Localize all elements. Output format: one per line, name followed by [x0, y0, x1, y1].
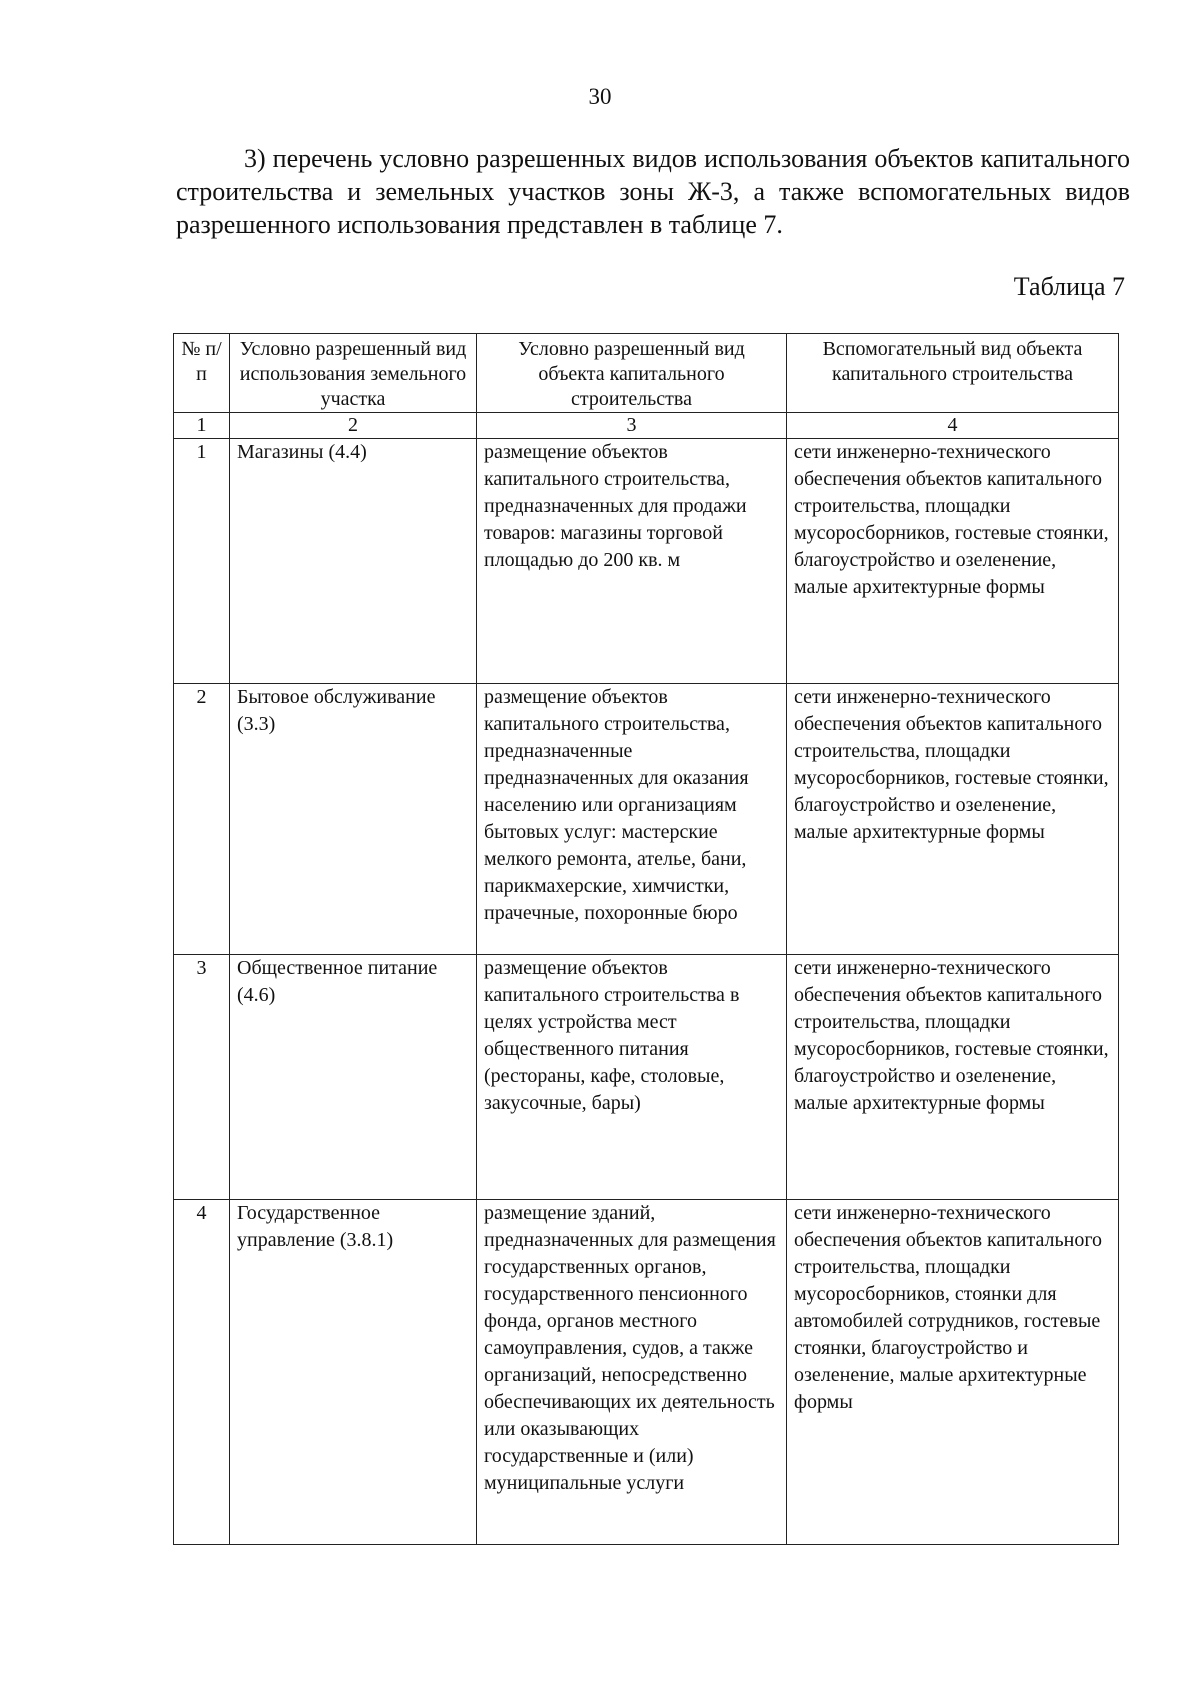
table-row [174, 1200, 1119, 1545]
row-number: 1 [174, 439, 230, 684]
table-row [174, 439, 1119, 684]
header-num: № п/п [174, 334, 230, 413]
header-auxiliary: Вспомогательный вид объекта капитального строительства [787, 334, 1119, 413]
row-number: 3 [174, 955, 230, 1200]
capital-use-cell: размещение зданий, предназначенных для размещения государственных органов, государственного пенсионного фонда, органов местного самоуправления, судов, а также организаций, непосредственно обеспечивающих их деятельность или оказывающих государственные и (или) муниципальные услуги [477, 1200, 787, 1545]
capital-use-cell: размещение объектов капитального строительства в целях устройства мест общественного питания (рестораны, кафе, столовые, закусочные, бары) [477, 955, 787, 1200]
auxiliary-cell: сети инженерно-технического обеспечения объектов капитального строительства, площадки мусоросборников, гостевые стоянки, благоустройство и озеленение, малые архитектурные формы [787, 439, 1119, 684]
page-number: 30 [588, 84, 612, 109]
capital-use-cell: размещение объектов капитального строительства, предназначенные предназначенных для оказания населению или организациям бытовых услуг: мастерские мелкого ремонта, ателье, бани, парикмахерские, химчистки, прачечные, похоронные бюро [477, 684, 787, 955]
table-header-row [174, 334, 1119, 413]
table-row [174, 684, 1119, 955]
land-use-cell: Магазины (4.4) [230, 439, 477, 684]
capital-use-cell: размещение объектов капитального строительства, предназначенных для продажи товаров: магазины торговой площадью до 200 кв. м [477, 439, 787, 684]
auxiliary-cell: сети инженерно-технического обеспечения объектов капитального строительства, площадки мусоросборников, гостевые стоянки, благоустройство и озеленение, малые архитектурные формы [787, 955, 1119, 1200]
column-number: 1 [174, 413, 230, 439]
column-number: 3 [477, 413, 787, 439]
header-capital-use: Условно разрешенный вид объекта капитального строительства [477, 334, 787, 413]
table-row [174, 955, 1119, 1200]
row-number: 4 [174, 1200, 230, 1545]
header-land-use: Условно разрешенный вид использования земельного участка [230, 334, 477, 413]
intro-paragraph: 3) перечень условно разрешенных видов использования объектов капитального строительства и земельных участков зоны Ж-3, а также вспомогательных видов разрешенного использования представлен в таблице 7. [176, 144, 1130, 239]
row-number: 2 [174, 684, 230, 955]
auxiliary-cell: сети инженерно-технического обеспечения объектов капитального строительства, площадки мусоросборников, стоянки для автомобилей сотрудников, гостевые стоянки, благоустройство и озеленение, малые архитектурные формы [787, 1200, 1119, 1545]
auxiliary-cell: сети инженерно-технического обеспечения объектов капитального строительства, площадки мусоросборников, гостевые стоянки, благоустройство и озеленение, малые архитектурные формы [787, 684, 1119, 955]
land-use-cell: Государственное управление (3.8.1) [230, 1200, 477, 1545]
table-caption: Таблица 7 [1013, 272, 1125, 301]
column-number: 2 [230, 413, 477, 439]
land-use-cell: Общественное питание (4.6) [230, 955, 477, 1200]
column-number-row [174, 413, 1119, 439]
permitted-use-table [173, 333, 1119, 1545]
column-number: 4 [787, 413, 1119, 439]
land-use-cell: Бытовое обслуживание (3.3) [230, 684, 477, 955]
